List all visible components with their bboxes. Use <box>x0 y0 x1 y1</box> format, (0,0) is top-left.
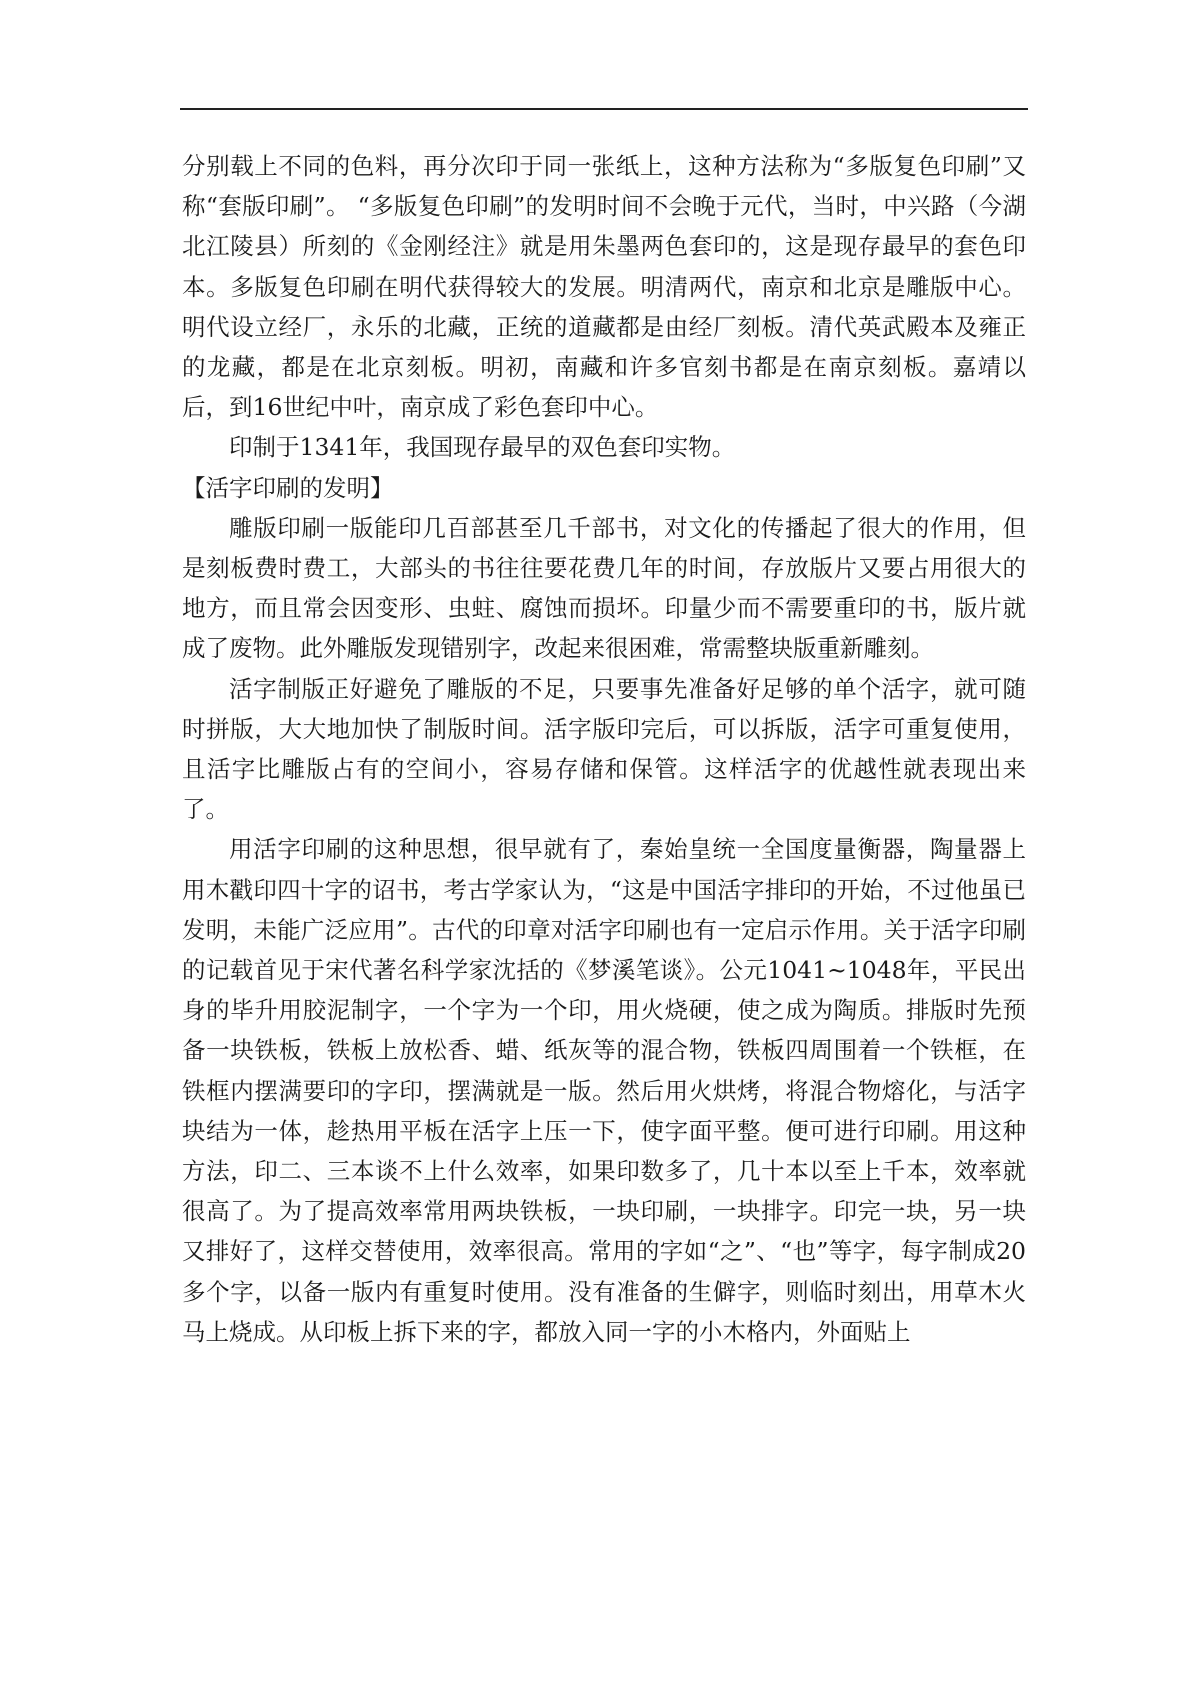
header-rule <box>180 108 1028 110</box>
paragraph-continuation: 分别载上不同的色料，再分次印于同一张纸上，这种方法称为“多版复色印刷”又称“套版印刷”。 “多版复色印刷”的发明时间不会晚于元代，当时，中兴路（今湖北江陵县）所刻的《金刚经注》就是用朱墨两色套印的，这是现存最早的套色印本。多版复色印刷在明代获得较大的发展。明清两代，南京和北京是雕版中心。明代设立经厂，永乐的北藏，正统的道藏都是由经厂刻板。清代英武殿本及雍正的龙藏，都是在北京刻板。明初，南藏和许多官刻书都是在南京刻板。嘉靖以后，到16世纪中叶，南京成了彩色套印中心。 <box>182 152 1026 422</box>
paragraph: 用活字印刷的这种思想，很早就有了，秦始皇统一全国度量衡器，陶量器上用木戳印四十字的诏书，考古学家认为，“这是中国活字排印的开始，不过他虽已发明，未能广泛应用”。古代的印章对活字印刷也有一定启示作用。关于活字印刷的记载首见于宋代著名科学家沈括的《梦溪笔谈》。公元1041~1048年，平民出身的毕升用胶泥制字，一个字为一个印，用火烧硬，使之成为陶质。排版时先预备一块铁板，铁板上放松香、蜡、纸灰等的混合物，铁板四周围着一个铁框，在铁框内摆满要印的字印，摆满就是一版。然后用火烘烤，将混合物熔化，与活字块结为一体，趁热用平板在活字上压一下，使字面平整。便可进行印刷。用这种方法，印二、三本谈不上什么效率，如果印数多了，几十本以至上千本，效率就很高了。为了提高效率常用两块铁板，一块印刷，一块排字。印完一块，另一块又排好了，这样交替使用，效率很高。常用的字如“之”、“也”等字，每字制成20多个字，以备一版内有重复时使用。没有准备的生僻字，则临时刻出，用草木火马上烧成。从印板上拆下来的字，都放入同一字的小木格内，外面贴上 <box>182 835 1026 1346</box>
document-body <box>182 146 1026 1352</box>
paragraph-caption: 印制于1341年，我国现存最早的双色套印实物。 <box>229 433 736 462</box>
paragraph: 活字制版正好避免了雕版的不足，只要事先准备好足够的单个活字，就可随时拼版，大大地加快了制版时间。活字版印完后，可以拆版，活字可重复使用，且活字比雕版占有的空间小，容易存储和保管。这样活字的优越性就表现出来了。 <box>182 674 1026 824</box>
section-heading: 【活字印刷的发明】 <box>182 473 394 502</box>
paragraph: 雕版印刷一版能印几百部甚至几千部书，对文化的传播起了很大的作用，但是刻板费时费工，大部头的书往往要花费几年的时间，存放版片又要占用很大的地方，而且常会因变形、虫蛀、腐蚀而损坏。印量少而不需要重印的书，版片就成了废物。此外雕版发现错别字，改起来很困难，常需整块版重新雕刻。 <box>182 513 1026 663</box>
